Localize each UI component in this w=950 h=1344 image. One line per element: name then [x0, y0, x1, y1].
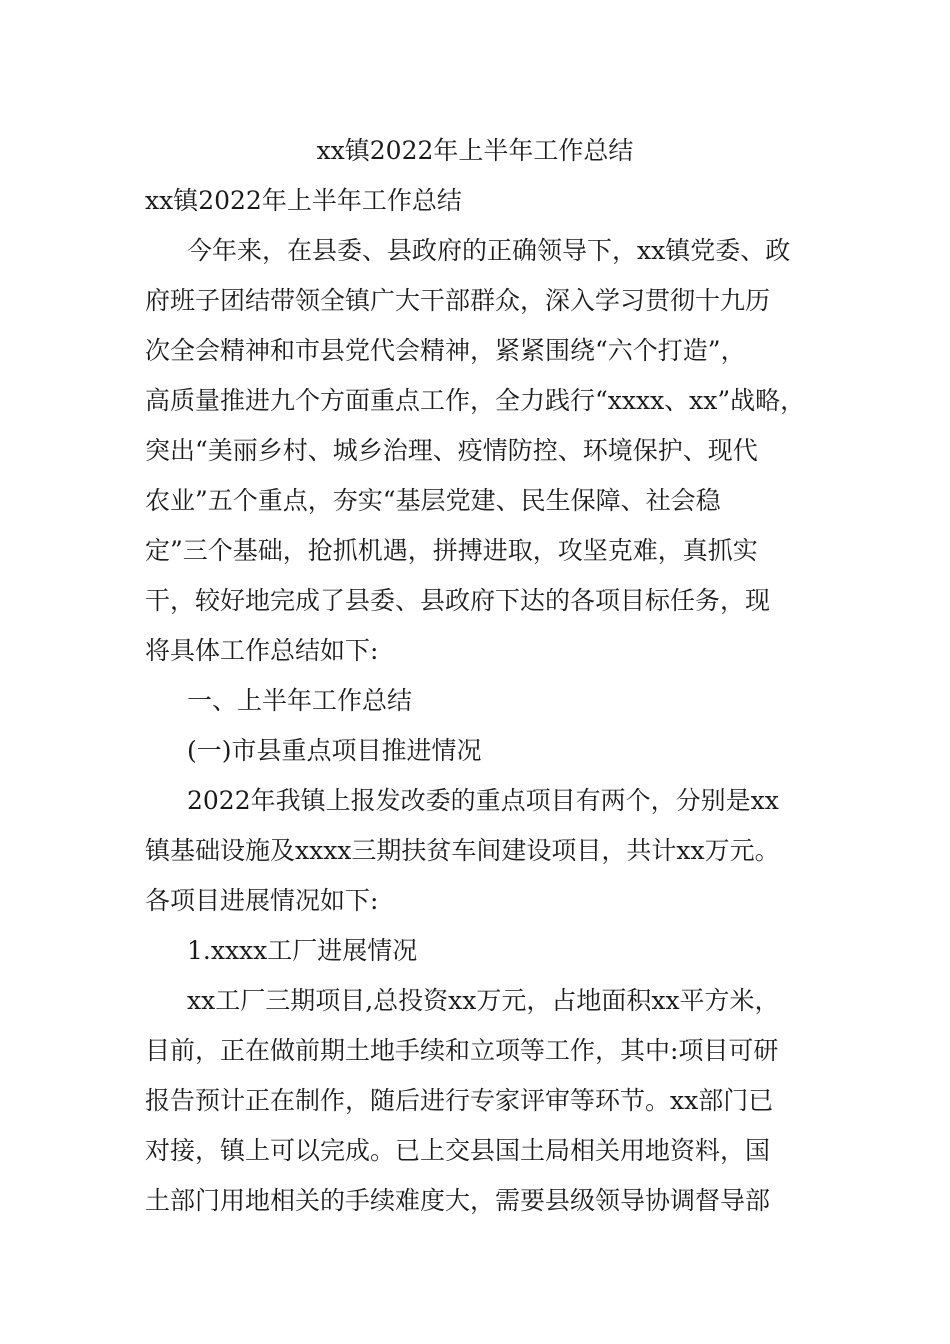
- document-body: [145, 176, 835, 1226]
- subsection-heading: (一)市县重点项目推进情况: [187, 736, 482, 765]
- paragraph-line: 2022年我镇上报发改委的重点项目有两个，分别是xx: [187, 786, 779, 815]
- paragraph-line: 农业”五个重点，夯实“基层党建、民生保障、社会稳: [145, 486, 721, 515]
- paragraph-line: 府班子团结带领全镇广大干部群众，深入学习贯彻十九历: [145, 286, 771, 315]
- document-title: xx镇2022年上半年工作总结: [316, 136, 634, 165]
- paragraph-line: 今年来，在县委、县政府的正确领导下，xx镇党委、政: [187, 236, 791, 265]
- paragraph-line: 突出“美丽乡村、城乡治理、疫情防控、环境保护、现代: [145, 436, 758, 465]
- section-heading: 一、上半年工作总结: [187, 686, 413, 715]
- paragraph-line: xx工厂三期项目,总投资xx万元，占地面积xx平方米，: [187, 986, 780, 1015]
- paragraph-line: 高质量推进九个方面重点工作，全力践行“xxxx、xx”战略，: [145, 386, 806, 415]
- paragraph-line: 土部门用地相关的手续难度大，需要县级领导协调督导部: [145, 1186, 771, 1215]
- paragraph-line: 镇基础设施及xxxx三期扶贫车间建设项目，共计xx万元。: [145, 836, 780, 865]
- paragraph-line: 报告预计正在制作，随后进行专家评审等环节。xx部门已: [145, 1086, 774, 1115]
- item-heading: 1.xxxx工厂进展情况: [187, 936, 418, 965]
- paragraph-line: 次全会精神和市县党代会精神，紧紧围绕“六个打造”，: [145, 336, 746, 365]
- paragraph-line: 定”三个基础，抢抓机遇，拼搏进取，攻坚克难，真抓实: [145, 536, 758, 565]
- paragraph-line: 将具体工作总结如下:: [145, 636, 379, 665]
- paragraph-line: 各项目进展情况如下:: [145, 886, 379, 915]
- paragraph-line: xx镇2022年上半年工作总结: [145, 186, 462, 215]
- paragraph-line: 干，较好地完成了县委、县政府下达的各项目标任务，现: [145, 586, 771, 615]
- paragraph-line: 对接，镇上可以完成。已上交县国土局相关用地资料，国: [145, 1136, 771, 1165]
- paragraph-line: 目前，正在做前期土地手续和立项等工作，其中:项目可研: [145, 1036, 779, 1065]
